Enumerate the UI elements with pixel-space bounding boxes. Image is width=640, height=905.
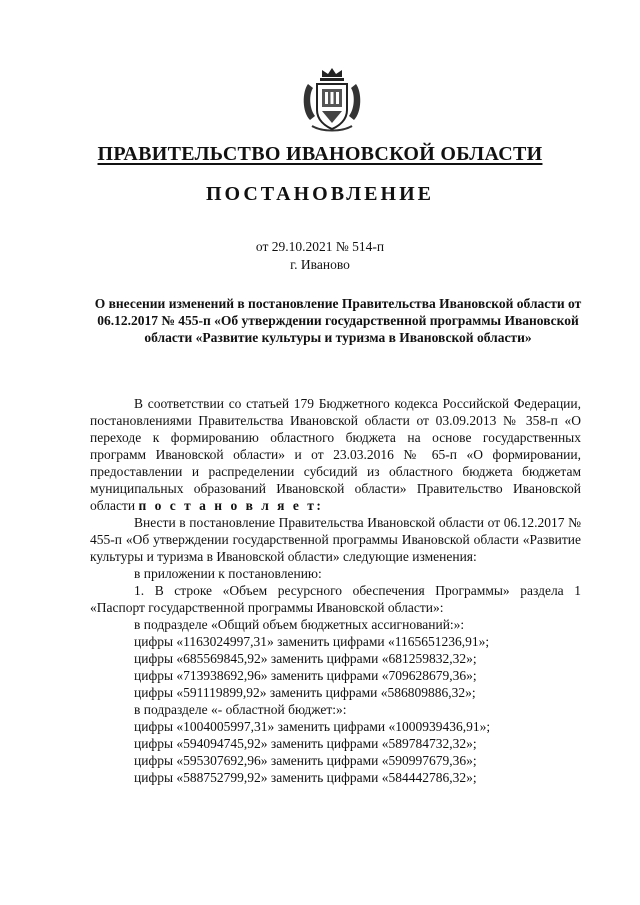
change-line: цифры «713938692,96» заменить цифрами «709628679,36»; xyxy=(134,668,477,683)
document-body xyxy=(90,395,581,786)
change-line: цифры «595307692,96» заменить цифрами «590997679,36»; xyxy=(134,753,477,768)
amend-intro-paragraph: Внести в постановление Правительства Ивановской области от 06.12.2017 № 455-п «Об утверждении государственной программы Ивановской области «Развитие культуры и туризма в Ивановской области» следующие изменения: xyxy=(90,515,581,564)
preamble-text: В соответствии со статьей 179 Бюджетного кодекса Российской Федерации, постановлениями Правительства Ивановской области от 03.09.2013 № 358-п «О переходе к формированию областного бюджета на основе государственных программ Ивановской области» и от 23.03.2016 № 65-п «О формировании, предоставлении и распределении субсидий из областного бюджета бюджетам муниципальных образований Ивановской области» Правительство Ивановской области xyxy=(90,396,581,513)
change-line: цифры «1163024997,31» заменить цифрами «1165651236,91»; xyxy=(134,634,490,649)
change-line: цифры «594094745,92» заменить цифрами «589784732,32»; xyxy=(134,736,477,751)
change-line: цифры «685569845,92» заменить цифрами «681259832,32»; xyxy=(134,651,477,666)
subsection-2-line: в подразделе «- областной бюджет:»: xyxy=(134,702,347,717)
resolves-word: п о с т а н о в л я е т: xyxy=(138,498,324,513)
appendix-line: в приложении к постановлению: xyxy=(134,566,322,581)
city: г. Иваново xyxy=(290,257,350,272)
subsection-1-line: в подразделе «Общий объем бюджетных ассигнований:»: xyxy=(134,617,465,632)
organization-heading: ПРАВИТЕЛЬСТВО ИВАНОВСКОЙ ОБЛАСТИ xyxy=(97,143,543,165)
coat-of-arms-icon xyxy=(298,66,366,134)
preamble-paragraph xyxy=(90,395,581,514)
document-meta xyxy=(0,238,640,274)
change-line: цифры «591119899,92» заменить цифрами «586809886,32»; xyxy=(134,685,476,700)
date-number: от 29.10.2021 № 514-п xyxy=(255,239,385,254)
change-line: цифры «1004005997,31» заменить цифрами «1000939436,91»; xyxy=(134,719,491,734)
document-title: О внесении изменений в постановление Правительства Ивановской области от 06.12.2017 № 455-п «Об утверждении государственной программы Ивановской области «Развитие культуры и туризма в Ивановской области» xyxy=(94,296,582,345)
item-1-paragraph: 1. В строке «Объем ресурсного обеспечения Программы» раздела 1 «Паспорт государственной программы Ивановской области»: xyxy=(90,583,581,615)
change-line: цифры «588752799,92» заменить цифрами «584442786,32»; xyxy=(134,770,477,785)
document-type-heading: ПОСТАНОВЛЕНИЕ xyxy=(206,183,434,205)
